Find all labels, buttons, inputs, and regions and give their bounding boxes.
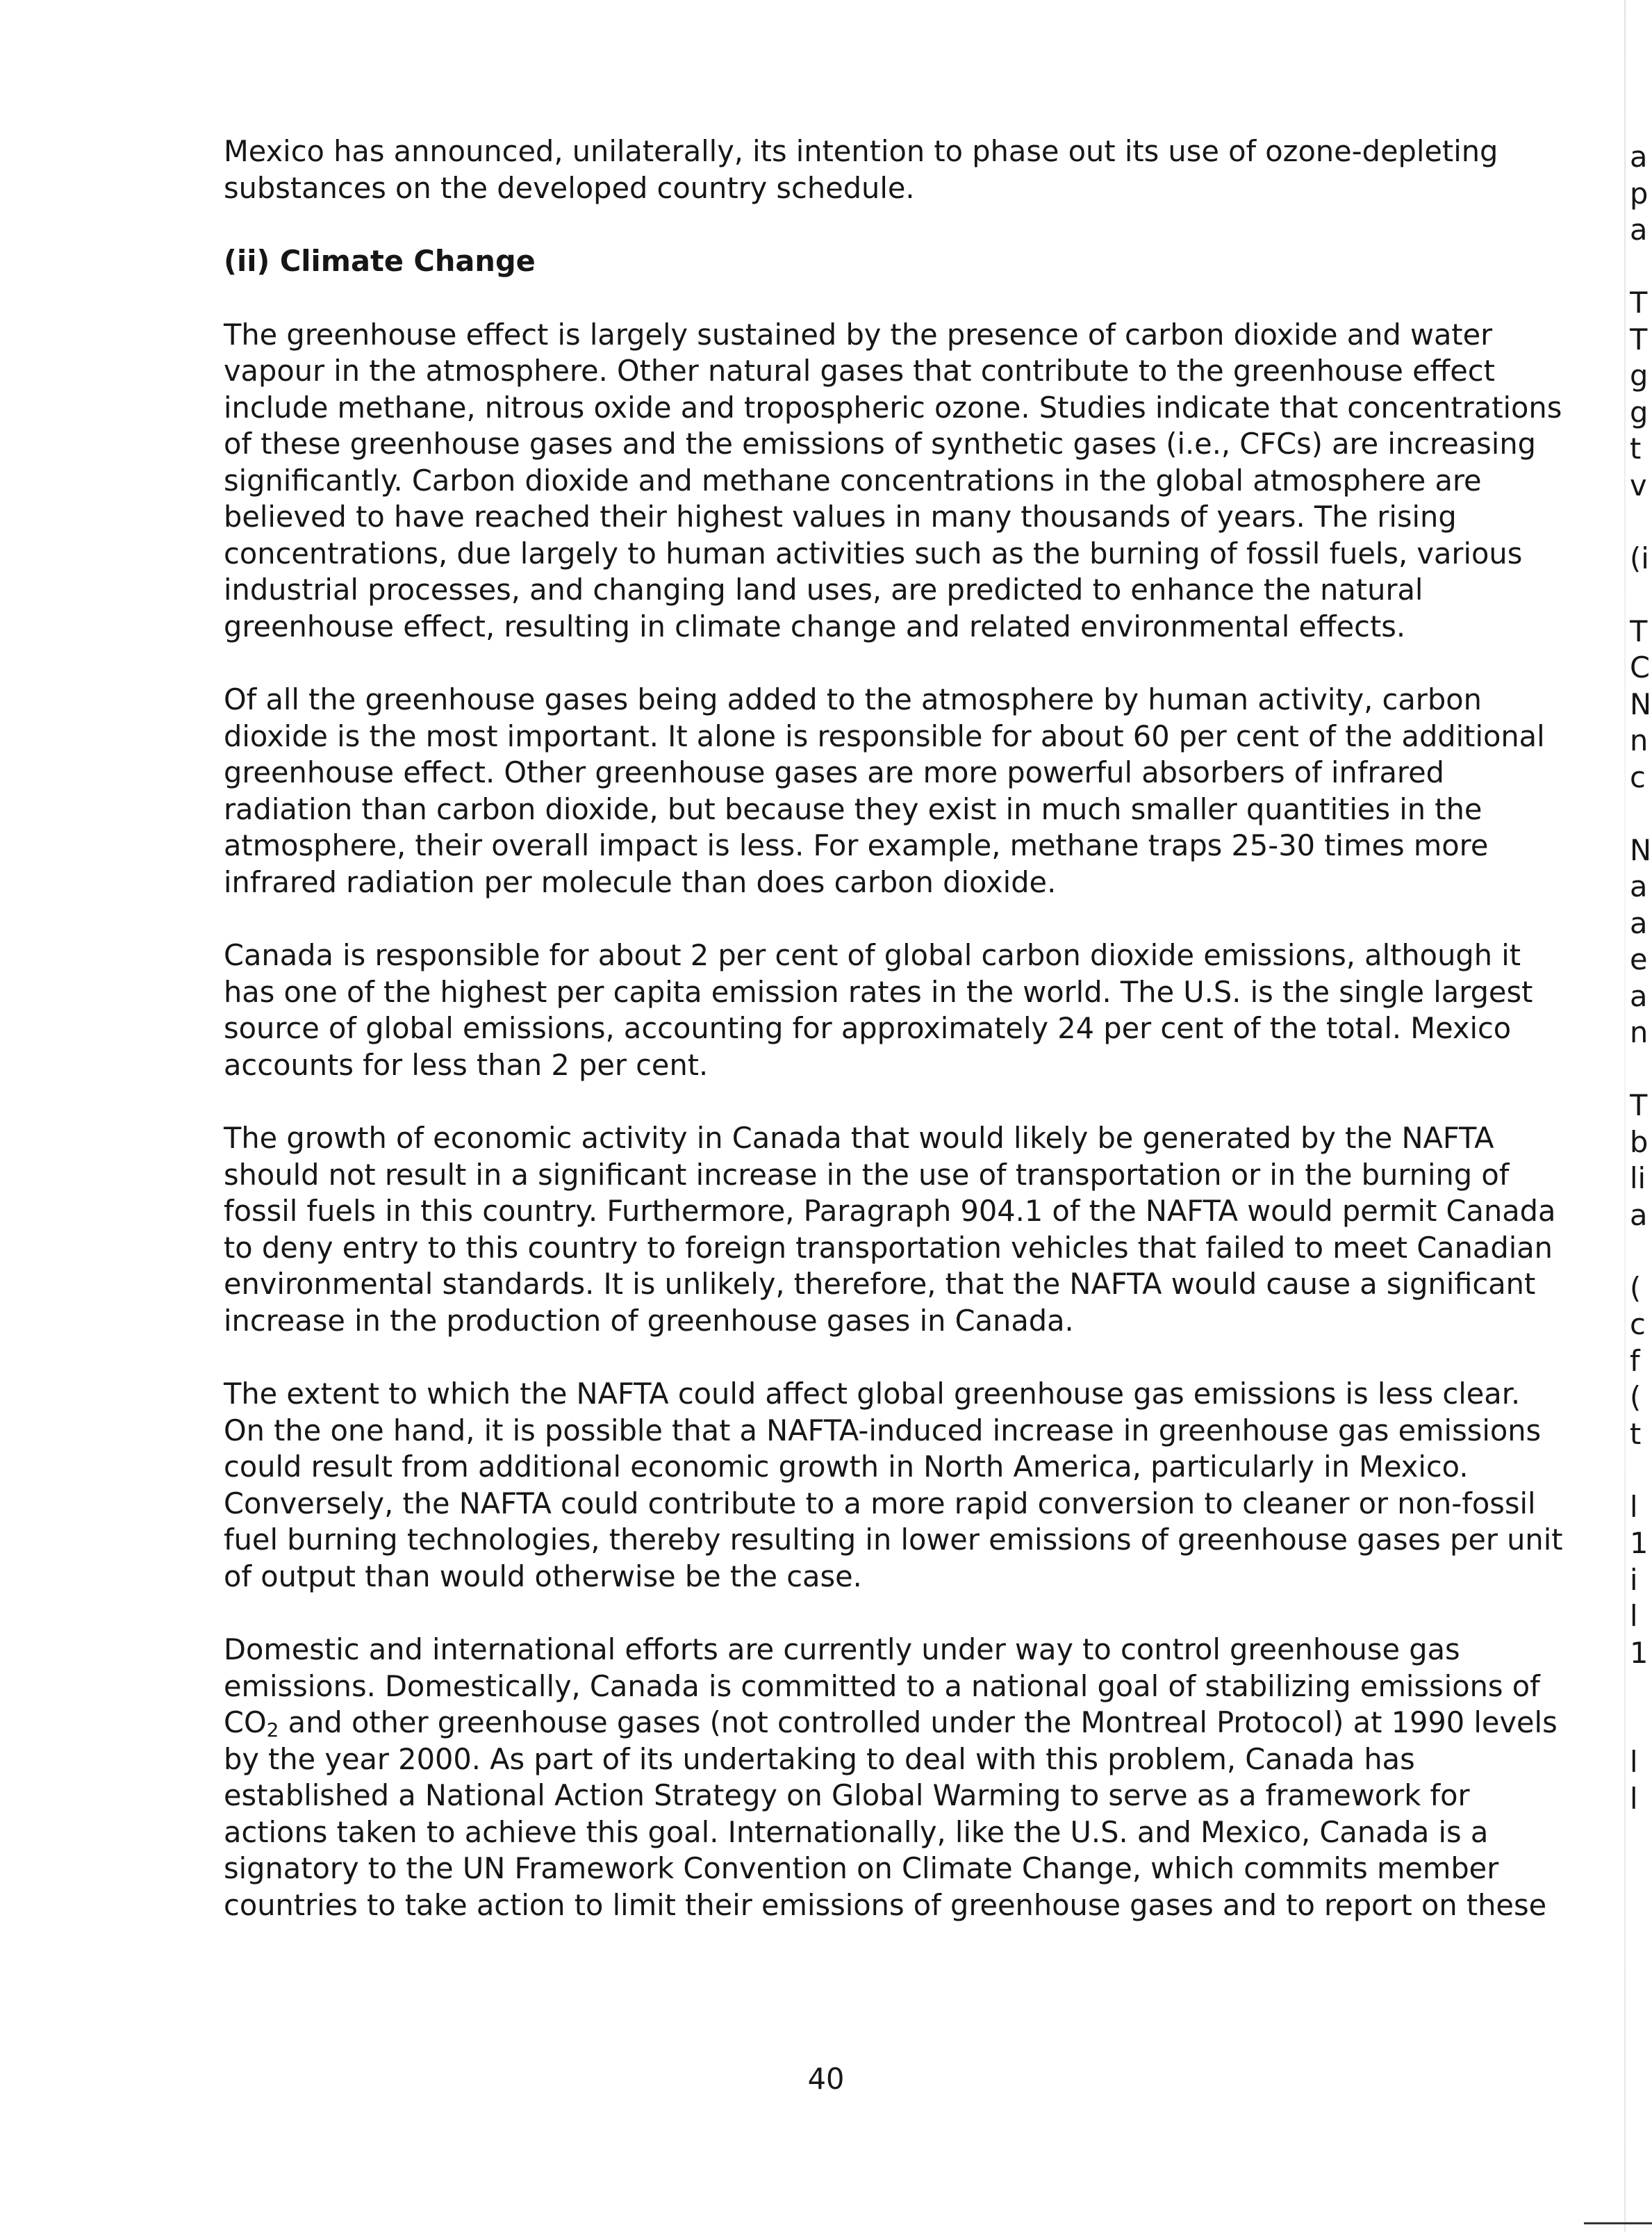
paragraph-nafta-global: The extent to which the NAFTA could affect global greenhouse gas emissions is less clear. On the one hand, it is possible that a NAFTA-induced increase in greenhouse gas emissions could result from additional economic growth in North America, particularly in Mexico. Conversely, the NAFTA could contribute to a more rapid conversion to cleaner or non-fossil fuel burning technologies, thereby resulting in lower emissions of greenhouse gases per unit of output than would otherwise be the case. xyxy=(224,1377,1563,1593)
adjacent-fragment: a xyxy=(1630,1197,1648,1232)
adjacent-fragment: l xyxy=(1630,1489,1638,1524)
intro-paragraph: Mexico has announced, unilaterally, its intention to phase out its use of ozone-depleting substances on the developed country schedule. xyxy=(224,134,1498,205)
paragraph-efforts xyxy=(224,1632,1564,1923)
adjacent-fragment xyxy=(1630,1452,1652,1489)
adjacent-fragment: N xyxy=(1630,687,1652,721)
efforts-text-part2: and other greenhouse gases (not controlled under the Montreal Protocol) at 1990 levels by the year 2000. As part of its undertaking to deal with this problem, Canada has established a National Action Strategy on Global Warming to serve as a framework for actions taken to achieve this goal. Internationally, like the U.S. and Mexico, Canada is a signatory to the UN Framework Convention on Climate Change, which commits member countries to take action to limit their emissions of greenhouse gases and to report on these xyxy=(224,1705,1558,1922)
adjacent-fragment xyxy=(1630,504,1652,541)
page-body xyxy=(224,133,1564,1960)
adjacent-fragment: 1 xyxy=(1630,1526,1649,1560)
adjacent-fragment: a xyxy=(1630,978,1648,1013)
adjacent-fragment: T xyxy=(1630,286,1648,320)
adjacent-fragment: f xyxy=(1630,1343,1640,1378)
adjacent-fragment: ( xyxy=(1630,1380,1642,1414)
adjacent-fragment xyxy=(1630,577,1652,614)
adjacent-fragment: v xyxy=(1630,468,1647,502)
section-number: (ii) xyxy=(224,244,270,278)
adjacent-fragment: t xyxy=(1630,1416,1642,1451)
co2-subscript: 2 xyxy=(266,1718,279,1741)
paragraph-nafta-canada: The growth of economic activity in Canada that would likely be generated by the NAFTA should not result in a significant increase in the use of transportation or in the burning of fossil fuels in this country. Furthermore, Paragraph 904.1 of the NAFTA would permit Canada to deny entry to this country to foreign transportation vehicles that failed to meet Canadian environmental standards. It is unlikely, therefore, that the NAFTA would cause a significant increase in the production of greenhouse gases in Canada. xyxy=(224,1121,1556,1338)
adjacent-fragment: T xyxy=(1630,614,1648,648)
adjacent-fragment: n xyxy=(1630,723,1649,757)
adjacent-fragment: n xyxy=(1630,1015,1649,1049)
adjacent-fragment: g xyxy=(1630,359,1649,393)
adjacent-fragment: g xyxy=(1630,395,1649,429)
adjacent-fragment: l xyxy=(1630,1599,1638,1633)
adjacent-fragment: p xyxy=(1630,176,1649,211)
adjacent-fragment xyxy=(1630,1233,1652,1270)
adjacent-fragment: c xyxy=(1630,1307,1646,1341)
adjacent-fragment xyxy=(1630,796,1652,832)
adjacent-fragment: l xyxy=(1630,1781,1638,1816)
adjacent-fragment: a xyxy=(1630,905,1648,940)
adjacent-fragment: T xyxy=(1630,1088,1648,1122)
adjacent-fragment: l xyxy=(1630,1745,1638,1779)
adjacent-fragment: ( xyxy=(1630,1270,1642,1305)
paragraph-canada-emissions: Canada is responsible for about 2 per cent of global carbon dioxide emissions, although it has one of the highest per capita emission rates in the world. The U.S. is the single largest source of global emissions, accounting for approximately 24 per cent of the total. Mexico accounts for less than 2 per cent. xyxy=(224,938,1533,1082)
adjacent-fragment: a xyxy=(1630,869,1648,903)
scan-edge-line xyxy=(1624,0,1626,2232)
adjacent-fragment: b xyxy=(1630,1124,1649,1159)
adjacent-fragment: 1 xyxy=(1630,1635,1649,1670)
adjacent-fragment: t xyxy=(1630,432,1642,466)
adjacent-fragment: T xyxy=(1630,322,1648,356)
adjacent-fragment: C xyxy=(1630,650,1650,684)
adjacent-fragment: N xyxy=(1630,832,1652,867)
adjacent-fragment: a xyxy=(1630,213,1648,247)
page-number: 40 xyxy=(807,2062,845,2096)
adjacent-fragment: c xyxy=(1630,760,1646,794)
adjacent-fragment xyxy=(1630,1708,1652,1745)
adjacent-page-fragments xyxy=(1630,139,1652,1817)
adjacent-fragment: i xyxy=(1630,1562,1638,1597)
paragraph-carbon-dioxide: Of all the greenhouse gases being added to the atmosphere by human activity, carbon dioxide is the most important. It alone is responsible for about 60 per cent of the additional greenhouse effect. Other greenhouse gases are more powerful absorbers of infrared radiation than carbon dioxide, but because they exist in much smaller quantities in the atmosphere, their overall impact is less. For example, methane traps 25-30 times more infrared radiation per molecule than does carbon dioxide. xyxy=(224,682,1545,899)
efforts-text-part1: Domestic and international efforts are currently under way to control greenhouse gas emissions. Domestically, Canada is committed to a national goal of stabilizing emissions of CO xyxy=(224,1632,1540,1739)
adjacent-fragment: li xyxy=(1630,1161,1646,1195)
adjacent-fragment xyxy=(1630,1051,1652,1088)
adjacent-fragment: (i xyxy=(1630,541,1649,575)
adjacent-fragment: e xyxy=(1630,942,1648,976)
section-title: Climate Change xyxy=(279,244,536,278)
adjacent-fragment: a xyxy=(1630,140,1648,174)
adjacent-fragment xyxy=(1630,249,1652,286)
paragraph-greenhouse-effect: The greenhouse effect is largely sustained by the presence of carbon dioxide and water vapour in the atmosphere. Other natural gases that contribute to the greenhouse effect include methane, nitrous oxide and tropospheric ozone. Studies indicate that concentrations of these greenhouse gases and the emissions of synthetic gases (i.e., CFCs) are increasing significantly. Carbon dioxide and methane concentrations in the global atmosphere are believed to have reached their highest values in many thousands of years. The rising concentrations, due largely to human activities such as the burning of fossil fuels, various industrial processes, and changing land uses, are predicted to enhance the natural greenhouse effect, resulting in climate change and related environmental effects. xyxy=(224,317,1562,643)
adjacent-fragment xyxy=(1630,1671,1652,1708)
scan-corner-mark xyxy=(1584,2222,1652,2224)
section-heading xyxy=(224,243,1564,280)
